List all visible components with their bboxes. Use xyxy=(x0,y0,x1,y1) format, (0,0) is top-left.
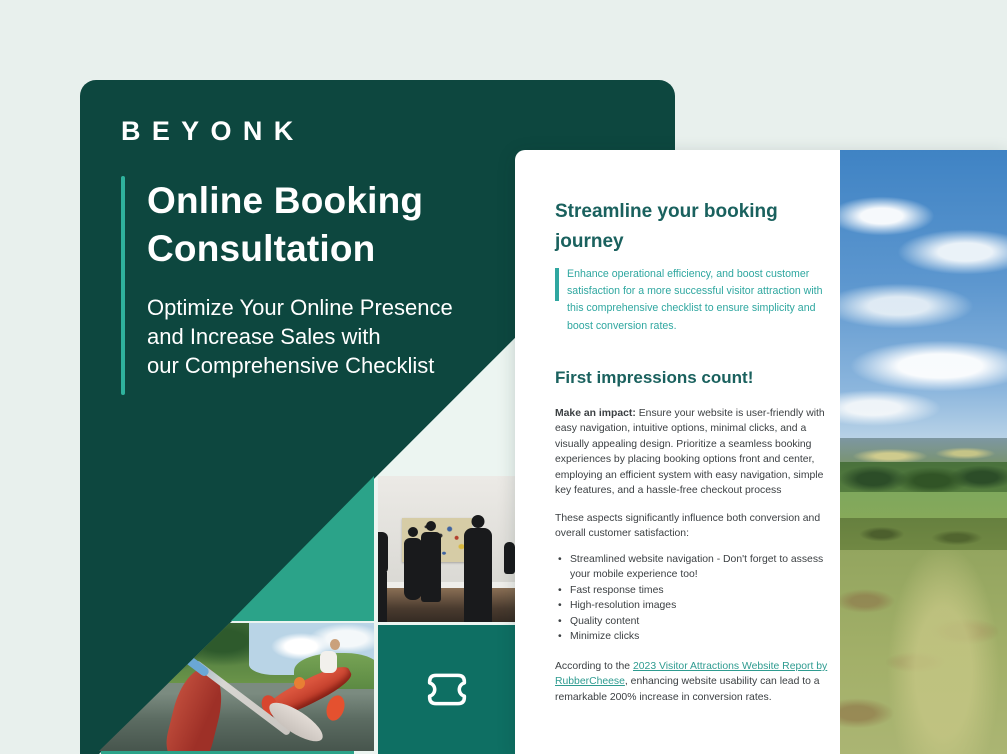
impact-paragraph-body: Ensure your website is user-friendly with easy navigation, intuitive options, minimal clicks, and a visually appealing design. Prioritize a seamless booking experiences by placing booking options front and center, employing an efficient system with easy navigation, simple key features, and a hassle-free checkout process xyxy=(555,408,825,497)
report-link[interactable]: 2023 Visitor Attractions Website Report by RubberCheese xyxy=(555,661,828,688)
closing-paragraph xyxy=(555,659,833,705)
cover-subtitle xyxy=(147,293,453,380)
gallery-figure xyxy=(504,542,515,574)
impact-paragraph xyxy=(555,406,833,498)
quote-accent-bar xyxy=(555,268,559,301)
cover-subtitle-line2: and Increase Sales with xyxy=(147,324,381,349)
impact-paragraph-lead: Make an impact: xyxy=(555,408,636,419)
canoe-passenger-vest xyxy=(294,677,305,689)
landscape-meadow-path xyxy=(840,550,1007,754)
art-gallery-photo xyxy=(378,476,515,622)
checklist-item: • Minimize clicks xyxy=(555,629,835,644)
landscape-tree-band xyxy=(840,462,1007,496)
document-page xyxy=(515,150,1007,754)
gallery-figure xyxy=(378,532,388,574)
gallery-figure xyxy=(404,538,422,600)
gallery-figure xyxy=(378,572,387,622)
closing-suffix: , enhancing website usability can lead to a remarkable 200% increase in conversion rates. xyxy=(555,676,820,703)
gallery-figure xyxy=(421,532,441,602)
checklist-item: • Streamlined website navigation - Don't forget to assess your mobile experience too! xyxy=(555,552,835,583)
closing-prefix: According to the xyxy=(555,661,633,672)
cover-title xyxy=(147,177,423,273)
doc-section-heading: First impressions count! xyxy=(555,368,754,387)
teal-triangle-shape xyxy=(231,476,374,621)
ticket-tile xyxy=(378,625,515,754)
ticket-icon xyxy=(427,673,467,706)
checklist xyxy=(555,552,835,644)
gallery-floor xyxy=(378,588,515,622)
title-accent-bar xyxy=(121,176,125,395)
cover-subtitle-line3: our Comprehensive Checklist xyxy=(147,353,435,378)
cover-title-line2: Consultation xyxy=(147,228,376,269)
cover-subtitle-line1: Optimize Your Online Presence xyxy=(147,295,453,320)
checklist-item: • High-resolution images xyxy=(555,598,835,613)
beyonk-logo: BEYONK xyxy=(121,116,305,146)
checklist-item: • Fast response times xyxy=(555,583,835,598)
canoe-photo xyxy=(99,623,374,751)
canoe-paddler-head xyxy=(330,639,340,650)
canoe-paddler xyxy=(320,651,337,673)
doc-heading: Streamline your booking journey xyxy=(555,201,778,252)
checklist-item: • Quality content xyxy=(555,614,835,629)
gallery-figure xyxy=(464,528,492,622)
cover-title-line1: Online Booking xyxy=(147,180,424,221)
landscape-photo xyxy=(840,150,1007,754)
landscape-sky xyxy=(840,150,1007,450)
orange-paddle-blade xyxy=(323,693,347,723)
aspects-paragraph: These aspects significantly influence both conversion and overall customer satisfaction: xyxy=(555,513,821,540)
doc-quote: Enhance operational efficiency, and boost customer satisfaction for a more successful visitor attraction with this comprehensive checklist to ensure simplicity and boost conversion rates. xyxy=(567,268,823,332)
landscape-bracken xyxy=(840,518,1007,554)
